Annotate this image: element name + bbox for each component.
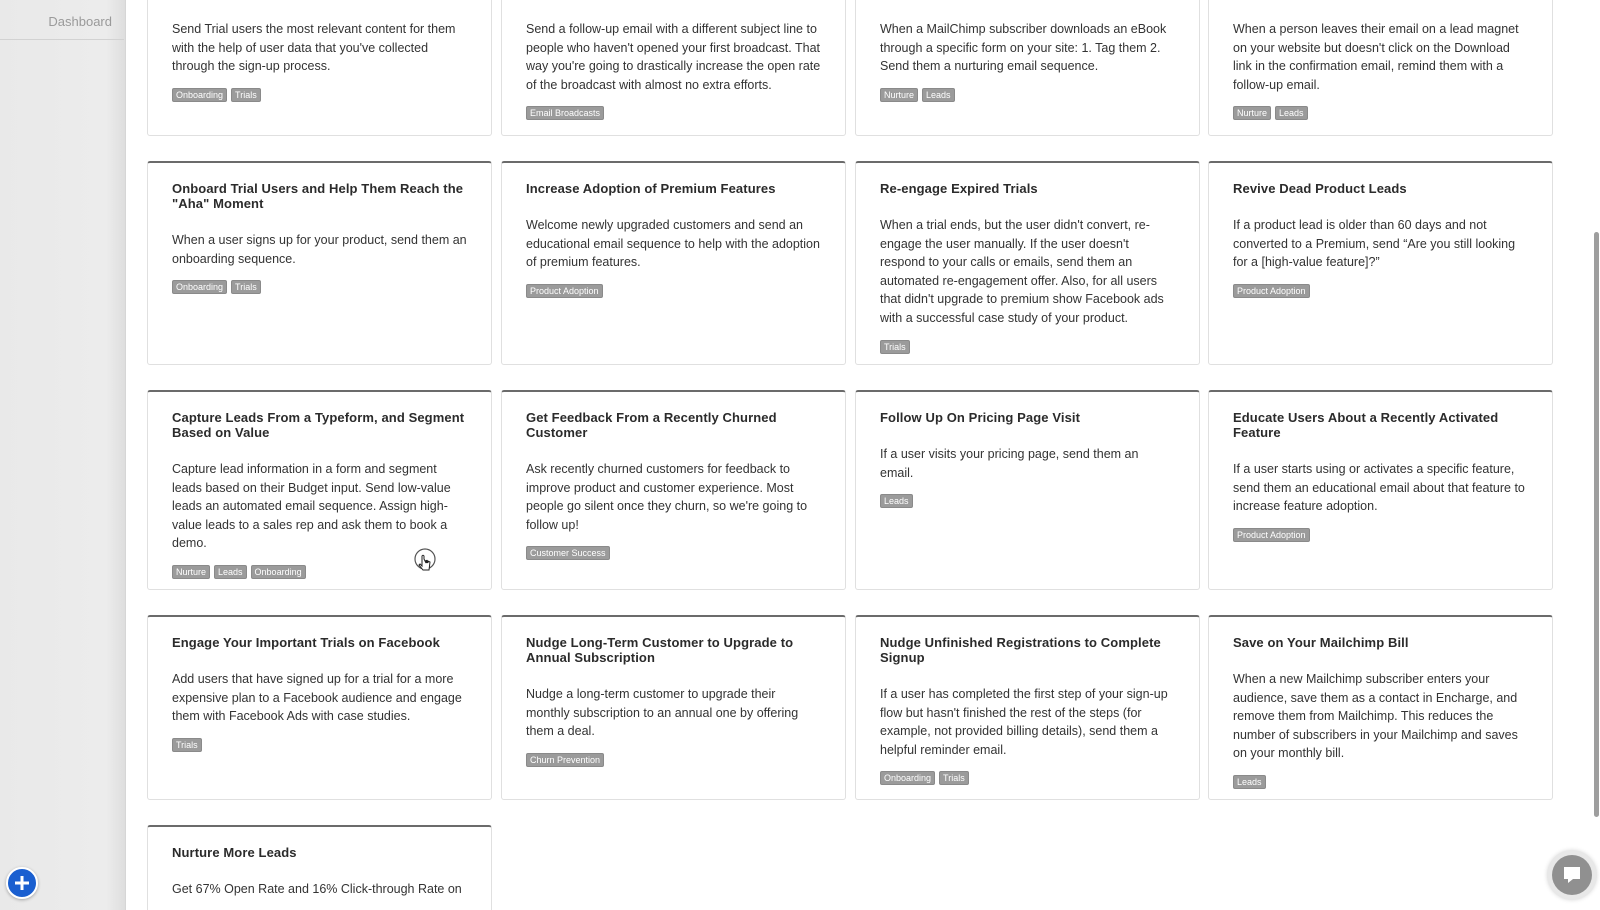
- template-card[interactable]: [855, 390, 1200, 590]
- card-description: If a user has completed the first step of your sign-up flow but hasn't finished the rest of the steps (for example, not provided billing details), send them a helpful reminder email.: [880, 687, 1168, 757]
- card-tags: [880, 340, 1175, 354]
- card-description: When a person leaves their email on a lead magnet on your website but doesn't click on the Download link in the confirmation email, remind them with a follow-up email.: [1233, 22, 1519, 92]
- card-description: Welcome newly upgraded customers and send an educational email sequence to help with the adoption of premium features.: [526, 218, 820, 270]
- tag-badge: Trials: [939, 771, 969, 785]
- template-card[interactable]: [147, 615, 492, 800]
- template-card[interactable]: [1208, 0, 1553, 136]
- tag-badge: Email Broadcasts: [526, 106, 604, 120]
- card-title: Educate Users About a Recently Activated Feature: [1233, 410, 1499, 440]
- card-title: Onboard Trial Users and Help Them Reach the "Aha" Moment: [172, 181, 464, 211]
- tag-badge: Onboarding: [880, 771, 935, 785]
- tag-badge: Leads: [1275, 106, 1308, 120]
- tag-badge: Product Adoption: [1233, 284, 1310, 298]
- scrollbar[interactable]: [1592, 0, 1600, 910]
- template-card[interactable]: [501, 0, 846, 136]
- tag-badge: Leads: [214, 565, 247, 579]
- card-description: If a user starts using or activates a specific feature, send them an educational email about that feature to increase feature adoption.: [1233, 462, 1525, 514]
- card-title: Save on Your Mailchimp Bill: [1233, 635, 1409, 650]
- card-tags: [526, 753, 821, 767]
- template-card[interactable]: [501, 615, 846, 800]
- tag-badge: Product Adoption: [1233, 528, 1310, 542]
- template-card[interactable]: [501, 390, 846, 590]
- card-tags: [1233, 775, 1528, 789]
- tag-badge: Product Adoption: [526, 284, 603, 298]
- template-card[interactable]: [1208, 615, 1553, 800]
- card-title: Nudge Unfinished Registrations to Complete Signup: [880, 635, 1161, 665]
- tag-badge: Trials: [231, 88, 261, 102]
- tag-badge: Trials: [231, 280, 261, 294]
- tag-badge: Nurture: [1233, 106, 1271, 120]
- add-button[interactable]: [6, 867, 38, 899]
- tag-badge: Nurture: [880, 88, 918, 102]
- card-title: Follow Up On Pricing Page Visit: [880, 410, 1081, 425]
- card-tags: [1233, 106, 1528, 120]
- card-description: When a user signs up for your product, send them an onboarding sequence.: [172, 233, 467, 266]
- template-card[interactable]: [1208, 161, 1553, 365]
- card-title: Increase Adoption of Premium Features: [526, 181, 776, 196]
- tag-badge: Leads: [922, 88, 955, 102]
- tag-badge: Leads: [1233, 775, 1266, 789]
- template-grid: [125, 0, 1600, 910]
- card-title: Revive Dead Product Leads: [1233, 181, 1407, 196]
- card-tags: [526, 284, 821, 298]
- card-description: Capture lead information in a form and segment leads based on their Budget input. Send low-value leads an automated email sequence. Assign high-value leads to a sales rep and ask them to book a demo.: [172, 462, 451, 551]
- plus-icon: [13, 874, 31, 892]
- card-description: Ask recently churned customers for feedback to improve product and customer experience. Most people go silent once they churn, so we're going to follow up!: [526, 462, 808, 532]
- tag-badge: Nurture: [172, 565, 210, 579]
- chat-button[interactable]: [1547, 850, 1597, 900]
- sidebar-item-dashboard[interactable]: [0, 0, 124, 40]
- card-title: Get Feedback From a Recently Churned Customer: [526, 410, 777, 440]
- template-card[interactable]: [855, 615, 1200, 800]
- card-description: When a new Mailchimp subscriber enters your audience, save them as a contact in Encharge, and remove them from Mailchimp. This reduces the number of subscribers in your Mailchimp and saves on your monthly bill.: [1233, 672, 1518, 761]
- chat-bubble-icon: [1552, 855, 1592, 895]
- card-tags: [526, 106, 821, 120]
- card-description: When a trial ends, but the user didn't convert, re-engage the user manually. If the user doesn't respond to your calls or emails, send them an automated re-engagement offer. Also, for all users that didn't upgrade to premium show Facebook ads with a successful case study of your product.: [880, 218, 1164, 325]
- card-title: Engage Your Important Trials on Facebook: [172, 635, 440, 650]
- tag-badge: Churn Prevention: [526, 753, 604, 767]
- sidebar-item-label: Dashboard: [48, 14, 112, 29]
- card-tags: [880, 88, 1175, 102]
- card-tags: [880, 494, 1175, 508]
- card-tags: [172, 88, 467, 102]
- card-tags: [172, 280, 467, 294]
- card-description: Nudge a long-term customer to upgrade their monthly subscription to an annual one by offering them a deal.: [526, 687, 799, 739]
- template-card[interactable]: [1208, 390, 1553, 590]
- template-card[interactable]: [855, 0, 1200, 136]
- card-title: Nudge Long-Term Customer to Upgrade to Annual Subscription: [526, 635, 794, 665]
- template-card[interactable]: [147, 0, 492, 136]
- card-tags: [172, 738, 467, 752]
- template-card[interactable]: [855, 161, 1200, 365]
- template-card[interactable]: [147, 390, 492, 590]
- card-description: If a user visits your pricing page, send them an email.: [880, 447, 1139, 480]
- tag-badge: Onboarding: [251, 565, 306, 579]
- tag-badge: Onboarding: [172, 280, 227, 294]
- card-tags: [526, 546, 821, 560]
- card-tags: [1233, 284, 1528, 298]
- card-description: When a MailChimp subscriber downloads an eBook through a specific form on your site: 1. Tag them 2. Send them a nurturing email sequence.: [880, 22, 1167, 74]
- card-description: Send Trial users the most relevant content for them with the help of user data that you've collected through the sign-up process.: [172, 22, 456, 74]
- scrollbar-thumb[interactable]: [1594, 232, 1599, 817]
- card-title: Capture Leads From a Typeform, and Segment Based on Value: [172, 410, 465, 440]
- tag-badge: Onboarding: [172, 88, 227, 102]
- template-card[interactable]: [147, 161, 492, 365]
- card-title: Re-engage Expired Trials: [880, 181, 1038, 196]
- tag-badge: Customer Success: [526, 546, 610, 560]
- template-card[interactable]: [501, 161, 846, 365]
- card-tags: [1233, 528, 1528, 542]
- card-tags: [880, 771, 1175, 785]
- card-tags: [172, 565, 467, 579]
- template-card[interactable]: [147, 825, 492, 910]
- tag-badge: Trials: [880, 340, 910, 354]
- card-description: If a product lead is older than 60 days and not converted to a Premium, send “Are you still looking for a [high-value feature]?”: [1233, 218, 1516, 270]
- card-description: Get 67% Open Rate and 16% Click-through Rate on: [172, 882, 462, 896]
- sidebar: [0, 0, 126, 910]
- tag-badge: Leads: [880, 494, 913, 508]
- card-title: Nurture More Leads: [172, 845, 297, 860]
- card-description: Add users that have signed up for a trial for a more expensive plan to a Facebook audience and engage them with Facebook Ads with case studies.: [172, 672, 462, 724]
- tag-badge: Trials: [172, 738, 202, 752]
- card-description: Send a follow-up email with a different subject line to people who haven't opened your first broadcast. That way you're going to drastically increase the open rate of the broadcast with almost no extra efforts.: [526, 22, 821, 92]
